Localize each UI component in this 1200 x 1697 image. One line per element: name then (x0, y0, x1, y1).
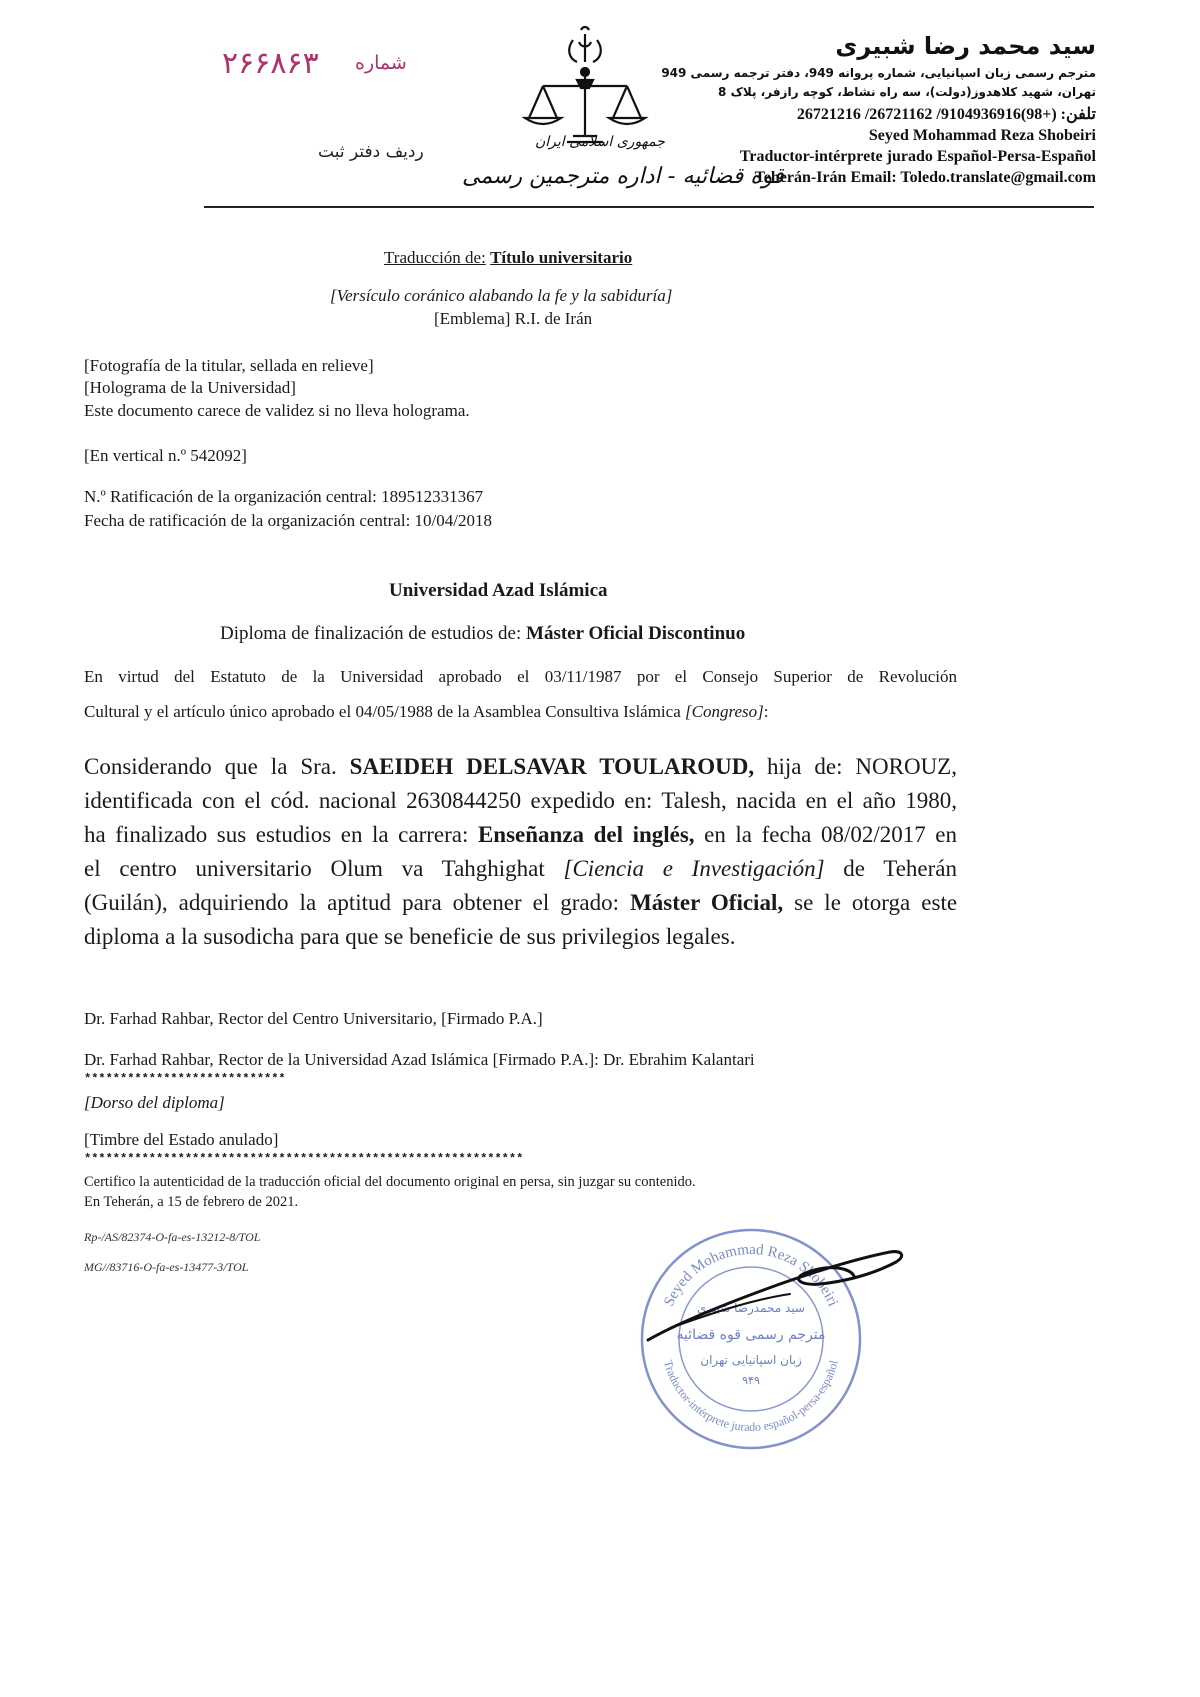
republic-text: جمهوری اسلامی ایران (535, 134, 665, 150)
hologram-validity: Este documento carece de validez si no lleva holograma. (84, 401, 470, 420)
translation-of (384, 248, 632, 268)
statute-line-2-b: [Congreso] (685, 702, 764, 721)
separator-long: ************************************************************* (84, 1152, 524, 1166)
seal-inner-number: ۹۴۹ (742, 1374, 760, 1387)
statute-line-2-a: Cultural y el artículo único aprobado el 04/05/1988 de la Asamblea Consultiva Islámica (84, 702, 681, 721)
reference-1: Rp-/AS/82374-O-fa-es-13212-8/TOL (84, 1230, 261, 1244)
university-title: Universidad Azad Islámica (389, 580, 608, 601)
seal-bottom-text: Traductor-intérprete jurado español-persa-español (661, 1358, 841, 1435)
ratification-number: N.º Ratificación de la organización central: 189512331367 (84, 487, 484, 506)
signature-1: Dr. Farhad Rahbar, Rector del Centro Universitario, [Firmado P.A.] (84, 1009, 543, 1028)
back-of-diploma: [Dorso del diploma] (84, 1093, 225, 1112)
body-line-2: identificada con el cód. nacional 2630844250 expedido en: Talesh, nacida en el año 1980, (84, 788, 957, 813)
verse-note: [Versículo coránico alabando la fe y la sabiduría] (330, 286, 673, 305)
svg-text:Traductor-intérprete jurado es (661, 1358, 841, 1434)
translator-line1-fa: مترجم رسمی زبان اسپانیایی، شماره پروانه 949، دفتر ترجمه رسمی 949 (661, 66, 1096, 80)
seal-top-text: Seyed Mohammad Reza Shobeiri (661, 1241, 841, 1309)
register-row-label: ردیف دفتر ثبت (318, 142, 424, 162)
ratification-date: Fecha de ratificación de la organización central: 10/04/2018 (84, 511, 492, 530)
translator-name-en: Seyed Mohammad Reza Shobeiri (868, 127, 1096, 144)
body-l5-c: se le otorga este (794, 890, 958, 915)
degree-field: Enseñanza del inglés, (477, 822, 695, 847)
translation-of-label: Traducción de: (384, 248, 486, 267)
body-l3-c: en la fecha 08/02/2017 en (704, 822, 957, 847)
stamp-cancelled: [Timbre del Estado anulado] (84, 1130, 279, 1149)
registration-number: ۲۶۶۸۶۳ (222, 46, 319, 81)
body-line-6: diploma a la susodicha para que se beneficie de sus privilegios legales. (84, 924, 736, 949)
translator-phone: تلفن: (+98)9104936916/ 26721162/ 26721216 (796, 106, 1096, 123)
body-l1-c: hija de: NOROUZ, (767, 754, 958, 779)
place-date: En Teherán, a 15 de febrero de 2021. (84, 1194, 299, 1210)
holder-name: SAEIDEH DELSAVAR TOULAROUD, (349, 754, 755, 779)
translator-name-fa: سید محمد رضا شبیری (835, 32, 1096, 60)
body-l4-b: [Ciencia e Investigación] (563, 856, 825, 881)
signature-2: Dr. Farhad Rahbar, Rector de la Universidad Azad Islámica [Firmado P.A.]: Dr. Ebrahim Kalantari (84, 1050, 755, 1069)
statute-line-1: En virtud del Estatuto de la Universidad aprobado el 03/11/1987 por el Consejo Superior de Revolución (84, 667, 957, 686)
body-l5-a: (Guilán), adquiriendo la aptitud para obtener el grado: (84, 890, 620, 915)
certification-text: Certifico la autenticidad de la traducción oficial del documento original en persa, sin juzgar su contenido. (84, 1174, 696, 1190)
translator-line2-fa: تهران، شهید کلاهدوز(دولت)، سه راه نشاط، کوچه رازفر، پلاک 8 (718, 85, 1096, 99)
degree-name: Máster Oficial, (630, 890, 784, 915)
body-l4-c: de Teherán (843, 856, 958, 881)
translator-location-email: Teherán-Irán Email: Toledo.translate@gmail.com (754, 169, 1096, 186)
photo-note: [Fotografía de la titular, sellada en relieve] (84, 356, 374, 375)
body-l3-a: ha finalizado sus estudios en la carrera: (84, 822, 469, 847)
handwritten-signature (640, 1232, 910, 1352)
seal-inner-2: مترجم رسمی قوه قضائیه (676, 1327, 826, 1343)
emblem-note: [Emblema] R.I. de Irán (434, 309, 593, 328)
statute-line-2 (84, 702, 768, 722)
diploma-label: Diploma de finalización de estudios de: (220, 623, 522, 644)
diploma-value: Máster Oficial Discontinuo (526, 623, 746, 644)
translation-of-value: Título universitario (490, 248, 633, 267)
body-line-5 (84, 886, 957, 919)
body-l1-a: Considerando que la Sra. (84, 754, 337, 779)
hologram-note: [Holograma de la Universidad] (84, 378, 296, 397)
seal-inner-3: زبان اسپانیایی تهران (700, 1353, 802, 1367)
vertical-number: [En vertical n.º 542092] (84, 446, 247, 465)
separator-short: **************************** (84, 1072, 286, 1086)
body-l4-a: el centro universitario Olum va Tahghighat (84, 856, 545, 881)
translator-title: Traductor-intérprete jurado Español-Persa-Español (739, 148, 1096, 165)
seal-inner-1: سید محمدرضا شبیری (697, 1301, 805, 1315)
registration-number-label: شماره (355, 52, 407, 74)
header-divider (204, 206, 1094, 208)
body-line-3 (84, 818, 957, 851)
body-line-4 (84, 852, 957, 885)
reference-2: MG//83716-O-fa-es-13477-3/TOL (84, 1260, 249, 1274)
body-line-1 (84, 750, 957, 783)
judiciary-office-text: قوه قضائیه - اداره مترجمین رسمی (462, 164, 784, 189)
statute-line-2-c: : (763, 702, 769, 721)
diploma-line (220, 623, 745, 645)
